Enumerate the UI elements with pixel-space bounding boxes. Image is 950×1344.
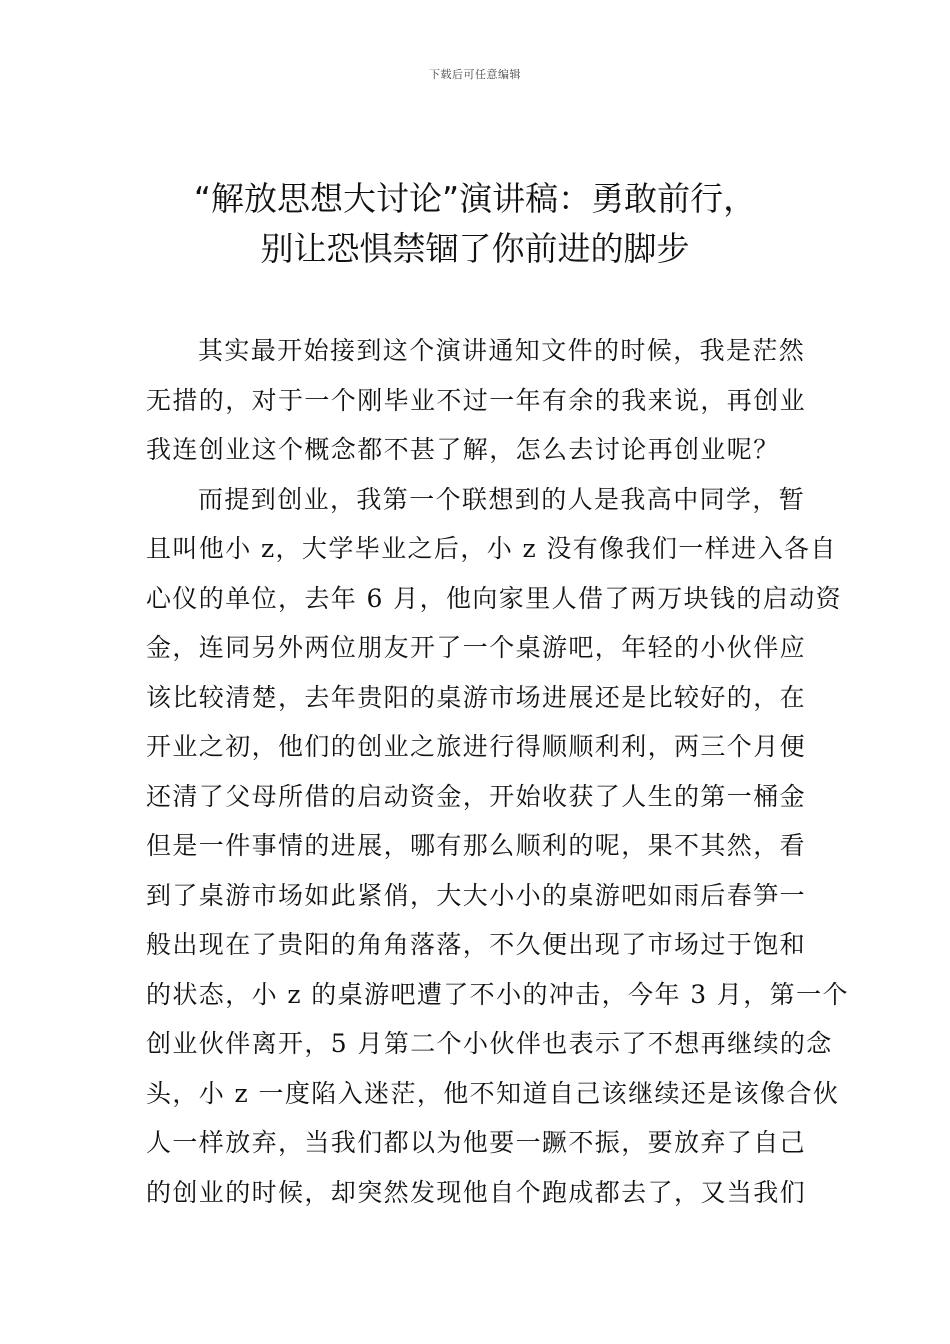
body-line: 的创业的时候，却突然发现他自个跑成都去了，又当我们 — [146, 1177, 807, 1207]
header-note: 下载后可任意编辑 — [429, 68, 521, 81]
body-line: 而提到创业，我第一个联想到的人是我高中同学，暂 — [198, 484, 806, 514]
body-line: 但是一件事情的进展，哪有那么顺利的呢，果不其然，看 — [146, 831, 807, 860]
body-line: 头，小 z 一度陷入迷茫，他不知道自己该继续还是该像合伙 — [146, 1078, 840, 1108]
document-title — [100, 174, 850, 274]
body-text — [146, 326, 849, 1217]
body-line: 到了桌游市场如此紧俏，大大小小的桌游吧如雨后春笋一 — [146, 880, 807, 910]
body-line: 金，连同另外两位朋友开了一个桌游吧，年轻的小伙伴应 — [146, 633, 807, 662]
body-line: 且叫他小 z，大学毕业之后，小 z 没有像我们一样进入各自 — [146, 534, 837, 563]
body-line: 般出现在了贵阳的角角落落，不久便出现了市场过于饱和 — [146, 930, 807, 959]
body-line: 开业之初，他们的创业之旅进行得顺顺利利，两三个月便 — [146, 732, 807, 761]
body-line: 我连创业这个概念都不甚了解，怎么去讨论再创业呢？ — [146, 435, 780, 464]
title-line-2: 别让恐惧禁锢了你前进的脚步 — [260, 229, 690, 268]
body-line: 的状态，小 z 的桌游吧遭了不小的冲击，今年 3 月，第一个 — [146, 979, 849, 1009]
body-line: 创业伙伴离开，5 月第二个小伙伴也表示了不想再继续的念 — [146, 1029, 833, 1058]
body-line: 无措的，对于一个刚毕业不过一年有余的我来说，再创业 — [146, 385, 807, 415]
body-line: 其实最开始接到这个演讲通知文件的时候，我是茫然 — [198, 336, 806, 365]
body-line: 该比较清楚，去年贵阳的桌游市场进展还是比较好的，在 — [146, 682, 807, 712]
title-line-1: “解放思想大讨论”演讲稿：勇敢前行， — [193, 179, 757, 218]
body-line: 还清了父母所借的启动资金，开始收获了人生的第一桶金 — [146, 781, 807, 811]
body-line: 心仪的单位，去年 6 月，他向家里人借了两万块钱的启动资 — [146, 583, 843, 613]
body-line: 人一样放弃，当我们都以为他要一蹶不振，要放弃了自己 — [146, 1128, 807, 1157]
